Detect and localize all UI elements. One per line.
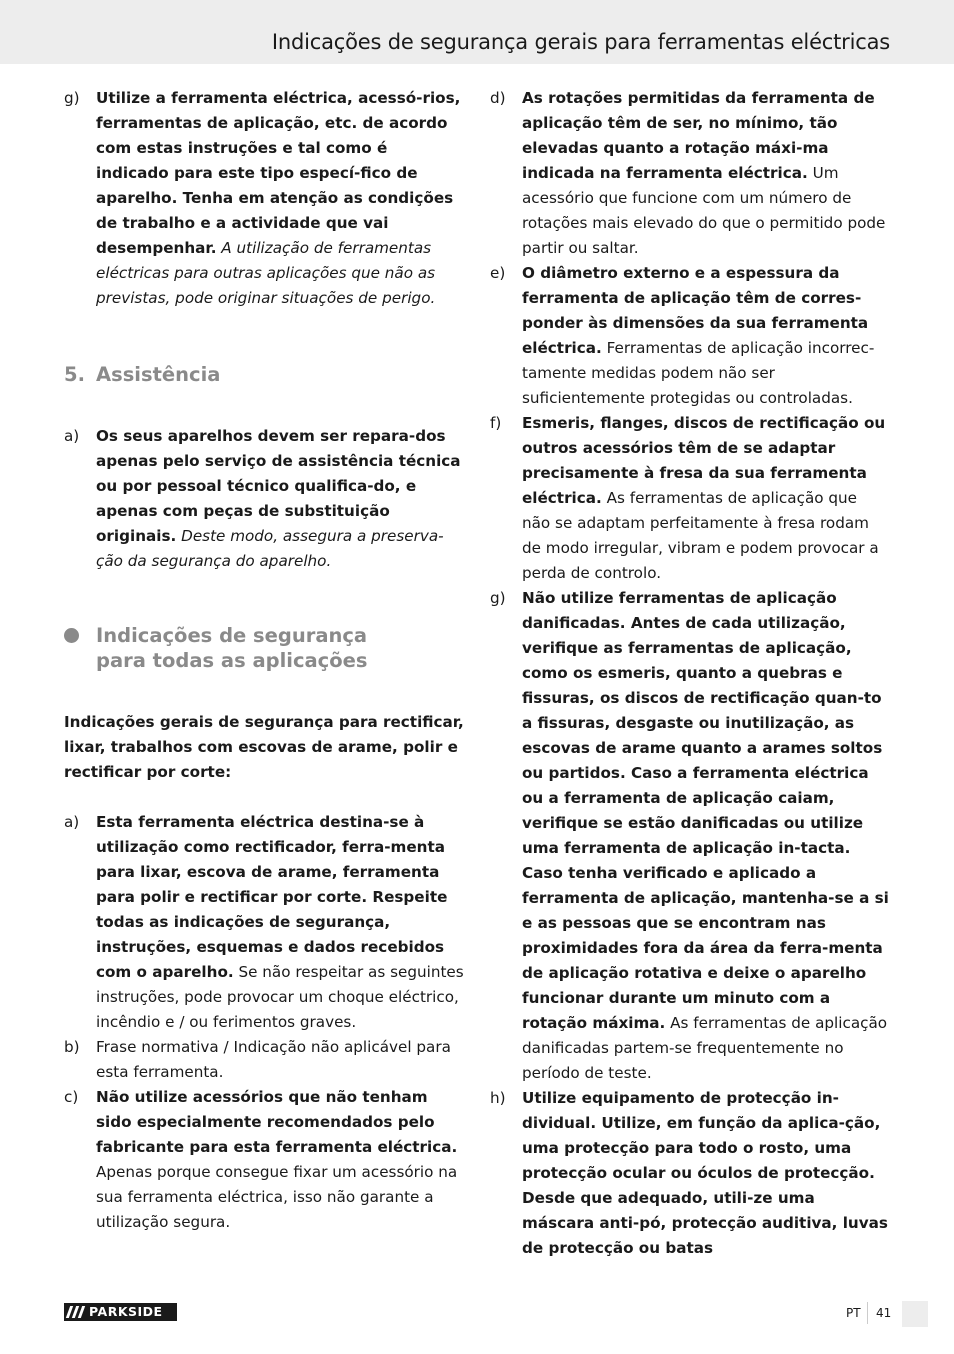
item-label: a) bbox=[64, 427, 80, 445]
list-item-a-assistencia bbox=[64, 424, 464, 574]
list-item-c bbox=[64, 1085, 464, 1235]
language-code: PT bbox=[846, 1306, 861, 1320]
item-text bbox=[522, 411, 890, 586]
section-title-line1: Indicações de segurança bbox=[96, 624, 368, 647]
item-text bbox=[96, 424, 464, 574]
section-number: 5. bbox=[64, 363, 85, 386]
list-item-a bbox=[64, 810, 464, 1035]
item-bold-text: O diâmetro externo e a espessura da ferramenta de aplicação têm de corres-ponder às dimensões da sua ferramenta eléctrica. bbox=[522, 264, 869, 357]
item-text bbox=[96, 1085, 464, 1235]
item-text bbox=[522, 1086, 890, 1261]
item-italic-text: Deste modo, assegura a preserva-ção da segurança do aparelho. bbox=[96, 527, 444, 570]
left-column bbox=[64, 86, 464, 1235]
page-number: 41 bbox=[876, 1306, 892, 1320]
list-item-d bbox=[490, 86, 890, 261]
item-normal-text: Ferramentas de aplicação incorrec-tamente medidas podem não ser suficientemente protegidas ou controladas. bbox=[522, 339, 875, 407]
item-label: f) bbox=[490, 414, 502, 432]
section-heading-assistencia bbox=[64, 362, 464, 387]
page-corner-box bbox=[902, 1301, 928, 1327]
list-item-g-right bbox=[490, 586, 890, 1086]
list-item-b bbox=[64, 1035, 464, 1085]
item-bold-text: Os seus aparelhos devem ser repara-dos apenas pelo serviço de assistência técnica ou por pessoal técnico qualifica-do, e apenas com peças de substituição originais. bbox=[96, 427, 461, 545]
list-item-e bbox=[490, 261, 890, 411]
item-bold-text: Esmeris, flanges, discos de rectificação ou outros acessórios têm de se adaptar precisamente à fresa da sua ferramenta eléctrica. bbox=[522, 414, 886, 507]
item-normal-text: Se não respeitar as seguintes instruções, pode provocar um choque eléctrico, incêndio e / ou ferimentos graves. bbox=[96, 963, 464, 1031]
section-heading-safety bbox=[64, 623, 464, 673]
item-bold-text: Não utilize ferramentas de aplicação danificadas. Antes de cada utilização, verifique as ferramentas de aplicação, como os esmeris, quanto a quebras e fissuras, os discos de rectificação quan-to a fissuras, desgaste ou inutilização, as escovas de arame quanto a arames soltos ou partidos. Caso a ferramenta eléctrica ou a ferramenta de aplicação caiam, verifique se estão danificadas ou utilize uma ferramenta de aplicação in-tacta. Caso tenha verificado e aplicado a ferramenta de aplicação, mantenha-se a si e as pessoas que se encontram nas proximidades fora da área da ferra-menta de aplicação rotativa e deixe o aparelho funcionar durante um minuto com a rotação máxima. bbox=[522, 589, 889, 1032]
item-label: d) bbox=[490, 89, 506, 107]
item-label: g) bbox=[64, 89, 80, 107]
item-label: a) bbox=[64, 813, 80, 831]
list-item-g bbox=[64, 86, 464, 311]
item-label: c) bbox=[64, 1088, 79, 1106]
section-title-line2: para todas as aplicações bbox=[96, 649, 368, 672]
item-text bbox=[522, 586, 890, 1086]
item-normal-text: Frase normativa / Indicação não aplicável para esta ferramenta. bbox=[96, 1038, 451, 1081]
item-normal-text: As ferramentas de aplicação danificadas partem-se frequentemente no período de teste. bbox=[522, 1014, 888, 1082]
list-item-h bbox=[490, 1086, 890, 1261]
list-item-f bbox=[490, 411, 890, 586]
item-normal-text: Um acessório que funcione com um número de rotações mais elevado do que o permitido pode partir ou saltar. bbox=[522, 164, 886, 257]
intro-paragraph: Indicações gerais de segurança para rectificar, lixar, trabalhos com escovas de arame, polir e rectificar por corte: bbox=[64, 713, 464, 781]
item-text bbox=[96, 86, 464, 311]
parkside-logo bbox=[64, 1303, 177, 1321]
page-header-title: Indicações de segurança gerais para ferramentas eléctricas bbox=[271, 30, 890, 54]
item-bold-text: As rotações permitidas da ferramenta de aplicação têm de ser, no mínimo, tão elevadas quanto a rotação máxi-ma indicada na ferramenta eléctrica. bbox=[522, 89, 875, 182]
item-text bbox=[522, 261, 890, 411]
item-normal-text: As ferramentas de aplicação que não se adaptam perfeitamente à fresa rodam de modo irregular, vibram e podem provocar a perda de controlo. bbox=[522, 489, 879, 582]
item-label: g) bbox=[490, 589, 506, 607]
item-label: h) bbox=[490, 1089, 506, 1107]
item-text bbox=[96, 810, 464, 1035]
item-text bbox=[522, 86, 890, 261]
bullet-icon bbox=[64, 628, 79, 643]
item-bold-text: Não utilize acessórios que não tenham sido especialmente recomendados pelo fabricante para esta ferramenta eléctrica. bbox=[96, 1088, 458, 1156]
logo-stripes-icon bbox=[64, 1306, 83, 1318]
item-normal-text: Apenas porque consegue fixar um acessório na sua ferramenta eléctrica, isso não garante a utilização segura. bbox=[96, 1163, 458, 1231]
section-title: Assistência bbox=[96, 363, 221, 386]
footer-divider bbox=[867, 1302, 868, 1324]
logo-text: PARKSIDE bbox=[89, 1304, 163, 1319]
item-bold-text: Utilize equipamento de protecção in-dividual. Utilize, em função da aplica-ção, uma protecção para todo o rosto, uma protecção ocular ou óculos de protecção. Desde que adequado, utili-ze uma máscara anti-pó, protecção auditiva, luvas de protecção ou batas bbox=[522, 1089, 888, 1257]
item-label: e) bbox=[490, 264, 506, 282]
item-bold-text: Esta ferramenta eléctrica destina-se à utilização como rectificador, ferra-menta para lixar, escova de arame, ferramenta para polir e rectificar por corte. Respeite todas as indicações de segurança, instruções, esquemas e dados recebidos com o aparelho. bbox=[96, 813, 448, 981]
item-bold-text: Utilize a ferramenta eléctrica, acessó-rios, ferramentas de aplicação, etc. de acordo com estas instruções e tal como é indicado para este tipo especí-fico de aparelho. Tenha em atenção as condições de trabalho e a actividade que vai desempenhar. bbox=[96, 89, 461, 257]
item-label: b) bbox=[64, 1038, 80, 1056]
item-italic-text: A utilização de ferramentas eléctricas para outras aplicações que não as previstas, pode originar situações de perigo. bbox=[96, 239, 436, 307]
right-column bbox=[490, 86, 890, 1261]
